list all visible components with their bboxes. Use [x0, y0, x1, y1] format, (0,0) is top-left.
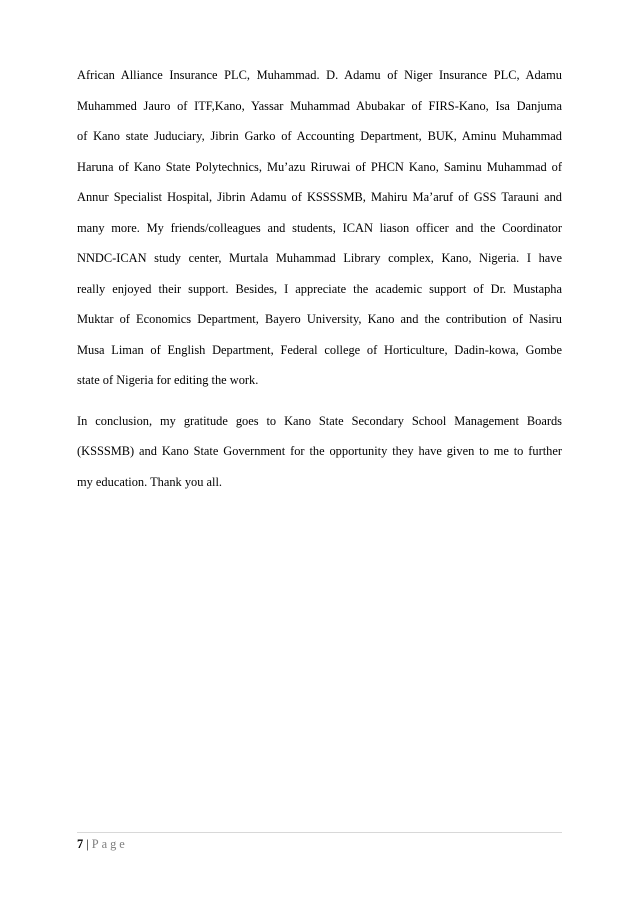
- text-line: really enjoyed their support. Besides, I appreciate the academic support of Dr. Mustapha: [77, 281, 562, 296]
- page-footer: [77, 836, 128, 852]
- text-line: Muktar of Economics Department, Bayero University, Kano and the contribution of Nasiru: [77, 312, 562, 326]
- text-line: NNDC-ICAN study center, Murtala Muhammad Library complex, Kano, Nigeria. I have: [77, 251, 562, 265]
- text-line: my education. Thank you all.: [77, 474, 222, 489]
- text-line: Musa Liman of English Department, Federal college of Horticulture, Dadin-kowa, Gombe: [77, 342, 562, 357]
- conclusion-paragraph: [77, 412, 562, 504]
- text-line: Annur Specialist Hospital, Jibrin Adamu of KSSSSMB, Mahiru Ma’aruf of GSS Tarauni and: [77, 190, 562, 204]
- paragraph-gap: [77, 402, 562, 412]
- body-text: [77, 66, 562, 503]
- text-line: state of Nigeria for editing the work.: [77, 373, 259, 387]
- text-line: many more. My friends/colleagues and students, ICAN liason officer and the Coordinator: [77, 220, 562, 235]
- text-line: Muhammed Jauro of ITF,Kano, Yassar Muhammad Abubakar of FIRS-Kano, Isa Danjuma: [77, 98, 562, 113]
- text-line: Haruna of Kano State Polytechnics, Mu’azu Riruwai of PHCN Kano, Saminu Muhammad of: [77, 159, 562, 174]
- text-line: In conclusion, my gratitude goes to Kano State Secondary School Management Boards: [77, 413, 562, 428]
- text-line: (KSSSMB) and Kano State Government for the opportunity they have given to me to further: [77, 444, 562, 458]
- page-label: Page: [91, 837, 128, 851]
- text-line: of Kano state Juduciary, Jibrin Garko of Accounting Department, BUK, Aminu Muhammad: [77, 129, 562, 143]
- footer-divider: [77, 832, 562, 833]
- acknowledgement-paragraph: [77, 66, 562, 402]
- footer-separator: |: [86, 837, 89, 851]
- text-line: African Alliance Insurance PLC, Muhammad. D. Adamu of Niger Insurance PLC, Adamu: [77, 68, 562, 82]
- page-number: 7: [77, 837, 84, 851]
